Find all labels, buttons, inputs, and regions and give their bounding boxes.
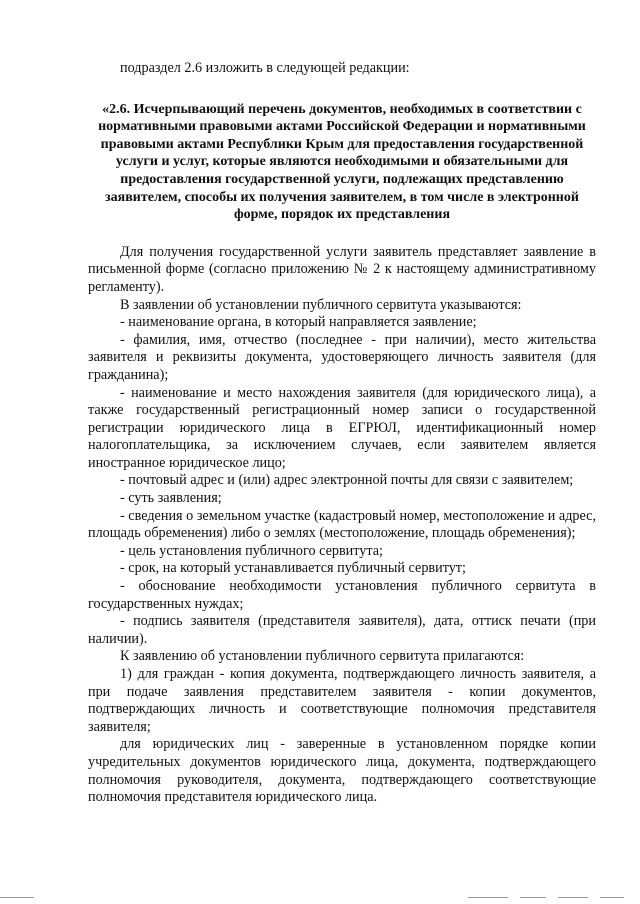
scan-mark	[0, 897, 34, 898]
list-item-authority: - наименование органа, в который направляется заявление;	[120, 314, 477, 331]
scan-edge-marks	[0, 894, 640, 898]
scan-mark	[558, 897, 588, 898]
list-item-land-plot: - сведения о земельном участке (кадастровый номер, местоположение и адрес, площадь обременения) либо о землях (местоположение, площадь обременения);	[88, 507, 596, 542]
list-item-term: - срок, на который устанавливается публичный сервитут;	[120, 560, 466, 577]
list-item-contact-address: - почтовый адрес и (или) адрес электронной почты для связи с заявителем;	[120, 472, 574, 489]
list-item-essence: - суть заявления;	[120, 490, 222, 507]
attachment-citizens: 1) для граждан - копия документа, подтверждающего личность заявителя, а при подаче заявления представителем заявителя - копии документов, подтверждающих личность и соответствующие полномочия представителя заявителя;	[88, 666, 596, 735]
list-item-citizen-details: - фамилия, имя, отчество (последнее - при наличии), место жительства заявителя и реквизиты документа, удостоверяющего личность заявителя (для гражданина);	[88, 331, 596, 383]
list-item-purpose: - цель установления публичного сервитута;	[120, 542, 383, 559]
paragraph-application-contents: В заявлении об установлении публичного сервитута указываются:	[120, 296, 522, 313]
scan-mark	[520, 897, 546, 898]
list-item-signature: - подпись заявителя (представителя заявителя), дата, оттиск печати (при наличии).	[88, 613, 596, 647]
scan-mark	[600, 897, 624, 898]
paragraph-application-form: Для получения государственной услуги заявитель представляет заявление в письменной форме (согласно приложению № 2 к настоящему административному регламенту).	[88, 243, 596, 295]
section-heading: «2.6. Исчерпывающий перечень документов, необходимых в соответствии с нормативными правовыми актами Российской Федерации и нормативными правовыми актами Республики Крым для предоставления государственной услуги и услуг, которые являются необходимыми и обязательными для предоставления государственной услуги, подлежащих представлению заявителем, способы их получения заявителем, в том числе в электронной форме, порядок их представления	[98, 101, 586, 223]
list-item-justification: - обоснование необходимости установления публичного сервитута в государственных нуждах;	[88, 578, 596, 612]
list-item-legal-entity-details: - наименование и место нахождения заявителя (для юридического лица), а также государственный регистрационный номер записи о государственной регистрации юридического лица в ЕГРЮЛ, идентификационный номер налогоплательщика, за исключением случаев, если заявителем является иностранное юридическое лицо;	[88, 384, 596, 471]
scan-mark	[468, 897, 508, 898]
document-body	[88, 60, 596, 807]
attachment-legal-entities: для юридических лиц - заверенные в установленном порядке копии учредительных документов юридического лица, документа, подтверждающего полномочия руководителя, документа, подтверждающего соответствующие полномочия представителя юридического лица.	[88, 736, 596, 806]
intro-line: подраздел 2.6 изложить в следующей редакции:	[120, 60, 410, 76]
paragraph-attachments: К заявлению об установлении публичного сервитута прилагаются:	[120, 648, 525, 665]
